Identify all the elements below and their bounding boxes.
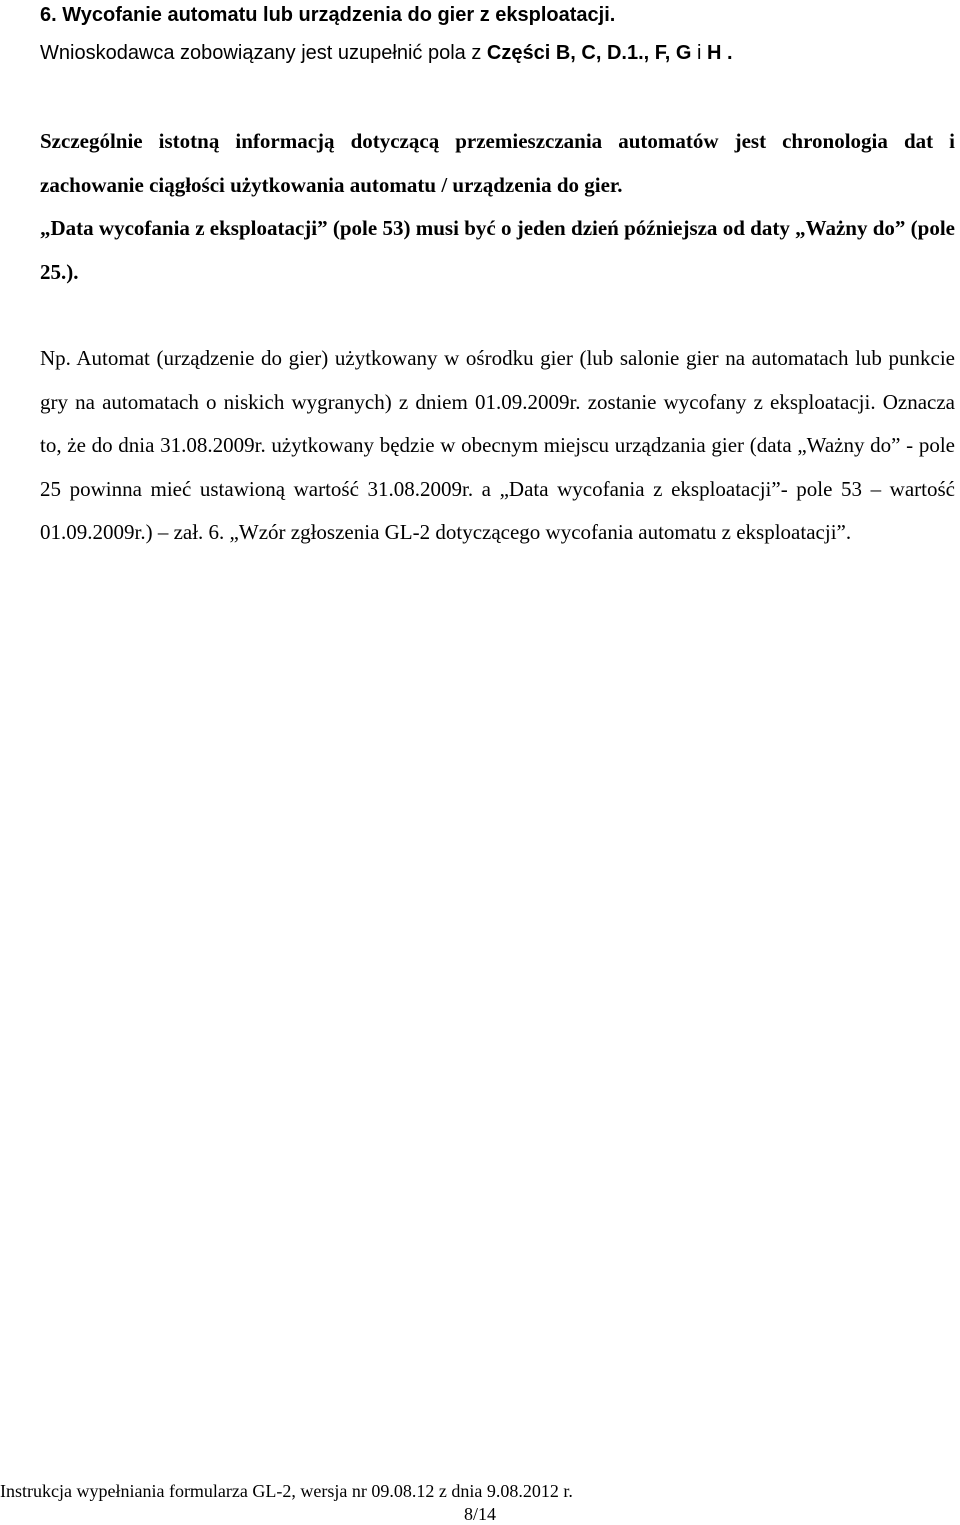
withdrawal-date-rule: „Data wycofania z eksploatacji” (pole 53) musi być o jeden dzień późniejsza od daty „Ważny do” (pole 25.).: [40, 216, 955, 284]
intro-part-h: H .: [706, 42, 733, 64]
intro-parts-list: Części B, C, D.1., F, G: [486, 42, 692, 64]
section-heading: 6. Wycofanie automatu lub urządzenia do gier z eksploatacji.: [40, 4, 616, 26]
example-paragraph: Np. Automat (urządzenie do gier) użytkowany w ośrodku gier (lub salonie gier na automatach lub punkcie gry na automatach o niskich wygranych) z dniem 01.09.2009r. zostanie wycofany z eksploatacji. Oznacza to, że do dnia 31.08.2009r. użytkowany będzie w obecnym miejscu urządzania gier (data „Ważny do” - pole 25 powinna mieć ustawioną wartość 31.08.2009r. a „Data wycofania z eksploatacji”- pole 53 – wartość 01.09.2009r.) – zał. 6. „Wzór zgłoszenia GL-2 dotyczącego wycofania automatu z eksploatacji”.: [40, 346, 955, 545]
page-number: 8/14: [463, 1504, 496, 1524]
intro-conjunction: i: [691, 42, 707, 64]
chronology-text: Szczególnie istotną informacją dotyczącą przemieszczania automatów jest chronologia dat i zachowanie ciągłości użytkowania automatu / urządzenia do gier.: [40, 129, 955, 197]
footer-document-info: Instrukcja wypełniania formularza GL-2, wersja nr 09.08.12 z dnia 9.08.2012 r.: [0, 1481, 573, 1501]
chronology-paragraph: [40, 120, 955, 294]
intro-prefix: Wnioskodawca zobowiązany jest uzupełnić pola z: [40, 42, 487, 64]
intro-paragraph: [40, 40, 940, 66]
